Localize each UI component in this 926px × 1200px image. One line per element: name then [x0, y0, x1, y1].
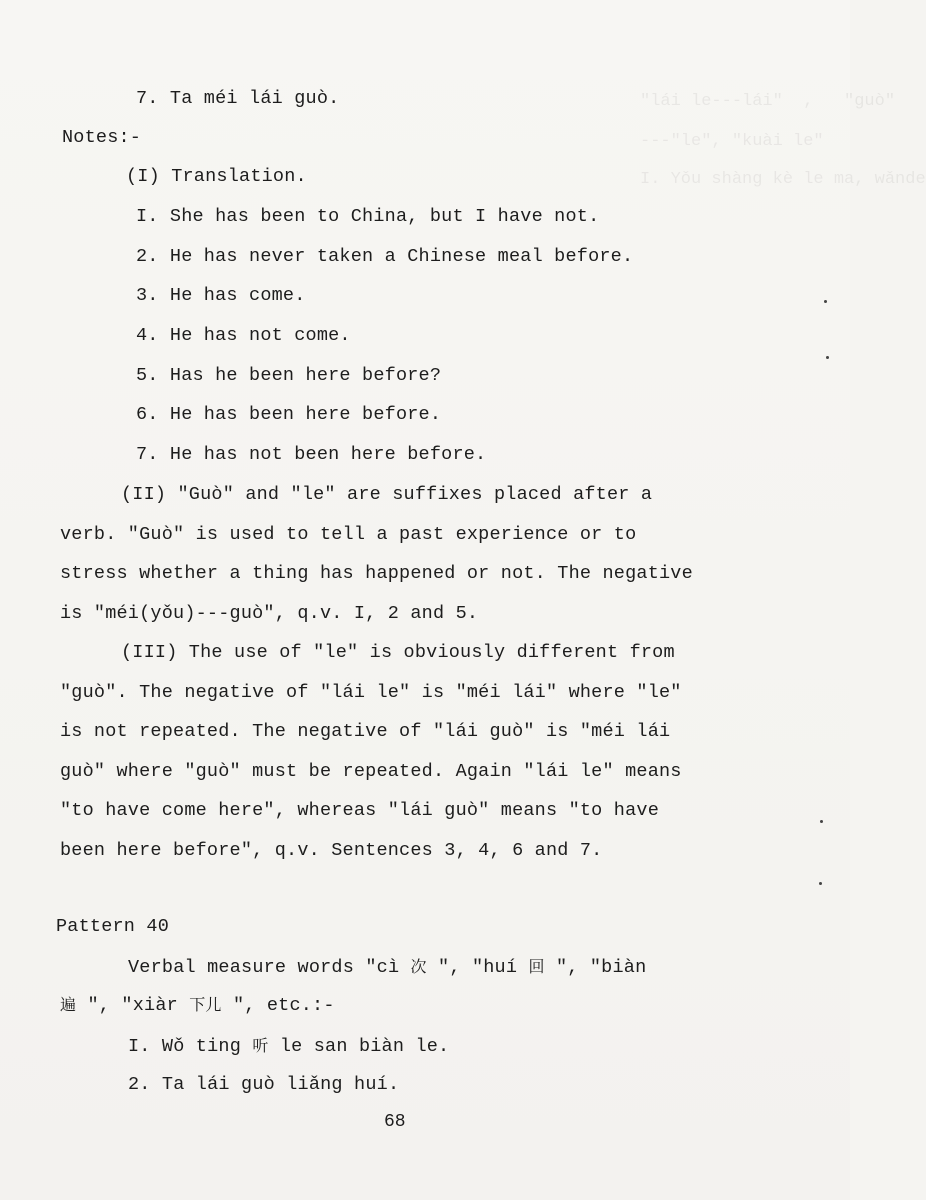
cjk-character: 下儿: [189, 995, 222, 1014]
section-heading: (I) Translation.: [126, 166, 307, 187]
bleed-through-text: I. Yǒu shàng kè le ma, wǎnde: [640, 170, 926, 189]
example-item: 2. Ta lái guò liǎng huí.: [128, 1074, 400, 1095]
example-item: I. Wǒ ting 听 le san biàn le.: [128, 1036, 450, 1057]
paragraph-line: stress whether a thing has happened or not. The negative: [60, 563, 693, 584]
paragraph-line: (III) The use of "le" is obviously different from: [121, 642, 675, 663]
translation-item: I. She has been to China, but I have not.: [136, 206, 600, 227]
translation-item: 3. He has come.: [136, 285, 306, 306]
bleed-through-text: ---"le", "kuài le": [640, 132, 824, 151]
paragraph-line: Verbal measure words "cì 次 ", "huí 回 ", "biàn: [128, 957, 647, 978]
page-number: 68: [384, 1112, 406, 1132]
notes-heading: Notes:-: [62, 127, 142, 148]
paragraph-line: "guò". The negative of "lái le" is "méi lái" where "le": [60, 682, 682, 703]
translation-item: 2. He has never taken a Chinese meal before.: [136, 246, 634, 267]
scan-speck: [819, 882, 822, 885]
paragraph-line: been here before", q.v. Sentences 3, 4, 6 and 7.: [60, 840, 603, 861]
cjk-character: 回: [528, 957, 545, 976]
text-line: 7. Ta méi lái guò.: [136, 88, 340, 109]
cjk-character: 遍: [60, 995, 77, 1014]
paragraph-line: 遍 ", "xiàr 下儿 ", etc.:-: [60, 995, 335, 1016]
pattern-heading: Pattern 40: [56, 916, 170, 937]
cjk-character: 次: [410, 957, 427, 976]
cjk-character: 听: [252, 1036, 269, 1055]
translation-item: 5. Has he been here before?: [136, 365, 442, 386]
paragraph-line: is not repeated. The negative of "lái guò" is "méi lái: [60, 721, 671, 742]
paragraph-line: (II) "Guò" and "le" are suffixes placed after a: [121, 484, 653, 505]
scan-speck: [820, 820, 823, 823]
translation-item: 7. He has not been here before.: [136, 444, 487, 465]
scan-speck: [826, 356, 829, 359]
paragraph-line: guò" where "guò" must be repeated. Again "lái le" means: [60, 761, 682, 782]
translation-item: 6. He has been here before.: [136, 404, 442, 425]
translation-item: 4. He has not come.: [136, 325, 351, 346]
paragraph-line: "to have come here", whereas "lái guò" means "to have: [60, 800, 659, 821]
bleed-through-text: "lái le---lái" , "guò": [640, 92, 896, 111]
paragraph-line: verb. "Guò" is used to tell a past experience or to: [60, 524, 637, 545]
scan-speck: [824, 300, 827, 303]
paragraph-line: is "méi(yǒu)---guò", q.v. I, 2 and 5.: [60, 603, 479, 624]
